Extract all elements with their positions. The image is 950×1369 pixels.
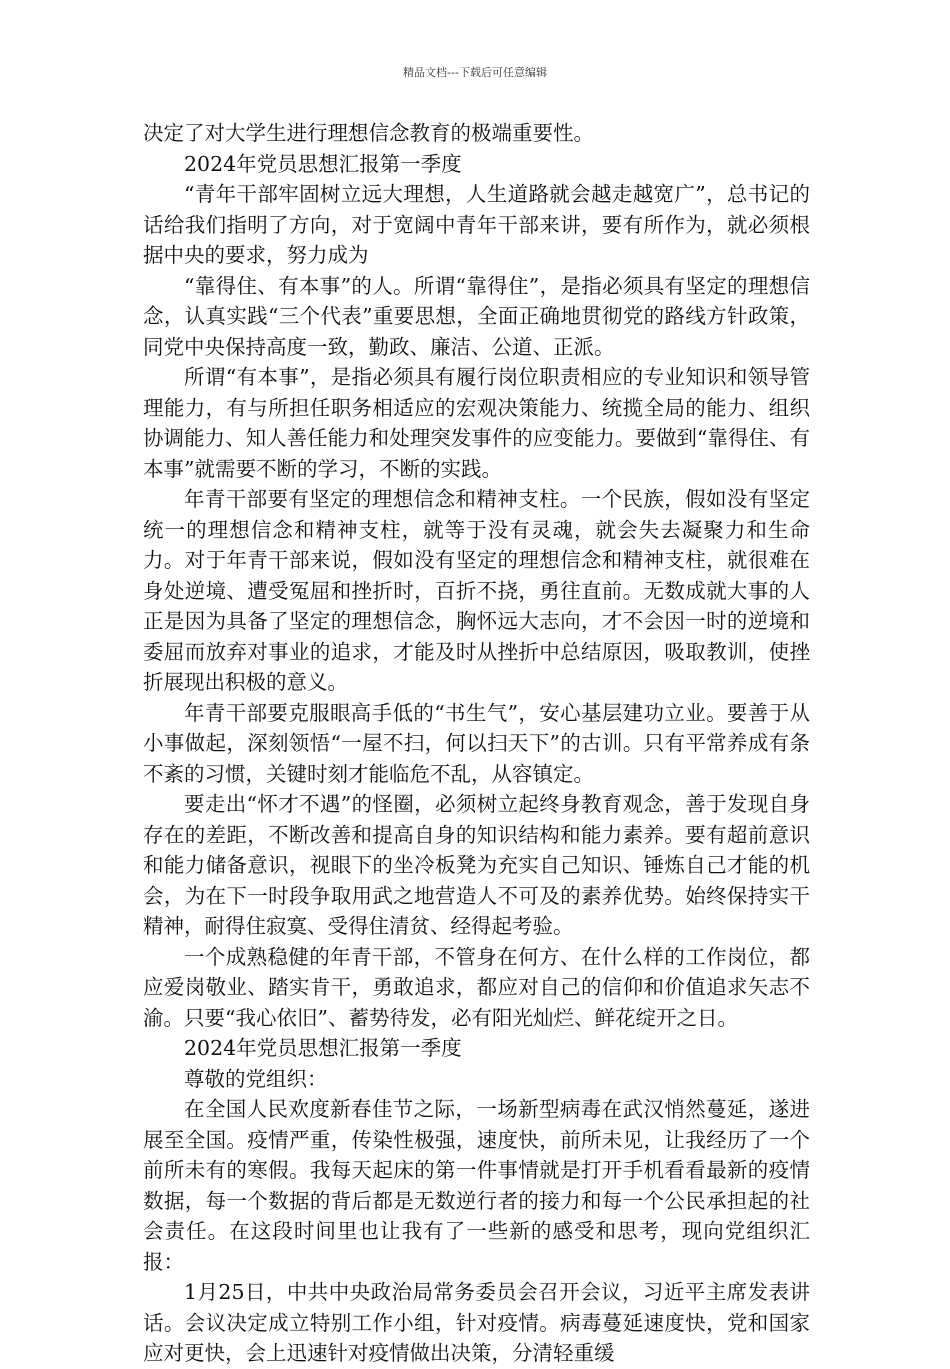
- document-body: [143, 118, 810, 1369]
- section-heading: 2024年党员思想汇报第一季度: [184, 151, 462, 176]
- paragraph: 年青干部要有坚定的理想信念和精神支柱。一个民族，假如没有坚定统一的理想信念和精神支柱，就等于没有灵魂，就会失去凝聚力和生命力。对于年青干部来说，假如没有坚定的理想信念和精神支柱，就很难在身处逆境、遭受冤屈和挫折时，百折不挠，勇往直前。无数成就大事的人正是因为具备了坚定的理想信念，胸怀远大志向，才不会因一时的逆境和委屈而放弃对事业的追求，才能及时从挫折中总结原因，吸取教训，使挫折展现出积极的意义。: [143, 487, 810, 694]
- paragraph: “靠得住、有本事”的人。所谓“靠得住”，是指必须具有坚定的理想信念，认真实践“三个代表”重要思想，全面正确地贯彻党的路线方针政策，同党中央保持高度一致，勤政、廉洁、公道、正派。: [143, 273, 810, 359]
- paragraph: “青年干部牢固树立远大理想，人生道路就会越走越宽广”，总书记的话给我们指明了方向，对于宽阔中青年干部来讲，要有所作为，就必须根据中央的要求，努力成为: [143, 182, 810, 267]
- paragraph: 所谓“有本事”，是指必须具有履行岗位职责相应的专业知识和领导管理能力，有与所担任职务相适应的宏观决策能力、统揽全局的能力、组织协调能力、知人善任能力和处理突发事件的应变能力。要做到“靠得住、有本事”就需要不断的学习，不断的实践。: [143, 365, 810, 481]
- paragraph: 年青干部要克服眼高手低的“书生气”，安心基层建功立业。要善于从小事做起，深刻领悟“一屋不扫，何以扫天下”的古训。只有平常养成有条不紊的习惯，关键时刻才能临危不乱，从容镇定。: [143, 700, 810, 786]
- paragraph: 1月25日，中共中央政治局常务委员会召开会议，习近平主席发表讲话。会议决定成立特别工作小组，针对疫情。病毒蔓延速度快，党和国家应对更快，会上迅速针对疫情做出决策，分清轻重缓: [143, 1280, 810, 1365]
- page-header: 精品文档---下载后可任意编辑: [403, 66, 547, 79]
- paragraph: 决定了对大学生进行理想信念教育的极端重要性。: [143, 121, 594, 145]
- paragraph: 要走出“怀才不遇”的怪圈，必须树立起终身教育观念，善于发现自身存在的差距，不断改善和提高自身的知识结构和能力素养。要有超前意识和能力储备意识，视眼下的坐冷板凳为充实自己知识、锤炼自己才能的机会，为在下一时段争取用武之地营造人不可及的素养优势。始终保持实干精神，耐得住寂寞、受得住清贫、经得起考验。: [143, 792, 810, 938]
- section-heading: 2024年党员思想汇报第一季度: [184, 1036, 462, 1060]
- salutation: 尊敬的党组织：: [184, 1066, 328, 1091]
- paragraph: 一个成熟稳健的年青干部，不管身在何方、在什么样的工作岗位，都应爱岗敬业、踏实肯干，勇敢追求，都应对自己的信仰和价值追求矢志不渝。只要“我心依旧”、蓄势待发，必有阳光灿烂、鲜花绽开之日。: [143, 944, 810, 1030]
- paragraph: 在全国人民欢度新春佳节之际，一场新型病毒在武汉悄然蔓延，遂进展至全国。疫情严重，传染性极强，速度快，前所未见，让我经历了一个前所未有的寒假。我每天起床的第一件事情就是打开手机看看最新的疫情数据，每一个数据的背后都是无数逆行者的接力和每一个公民承担起的社会责任。在这段时间里也让我有了一些新的感受和思考，现向党组织汇报：: [143, 1097, 810, 1274]
